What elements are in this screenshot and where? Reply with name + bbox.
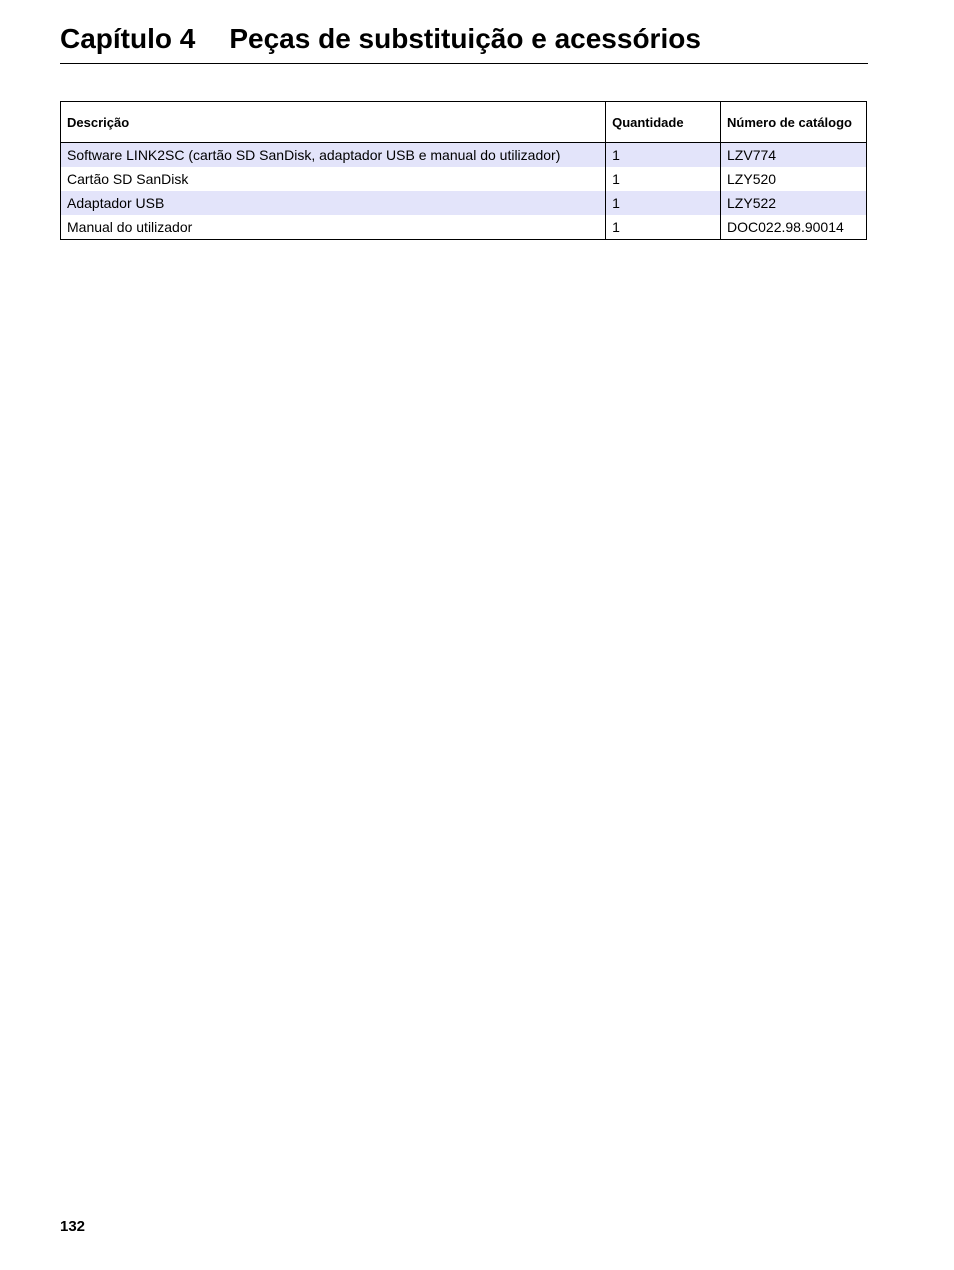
cell-catalog-number: DOC022.98.90014	[721, 215, 867, 240]
chapter-title	[60, 22, 701, 56]
parts-table	[60, 101, 867, 240]
cell-quantity: 1	[606, 167, 721, 191]
chapter-name: Peças de substituição e acessórios	[229, 23, 701, 54]
table-row	[61, 143, 867, 168]
cell-quantity: 1	[606, 215, 721, 240]
cell-catalog-number: LZY522	[721, 191, 867, 215]
cell-description: Software LINK2SC (cartão SD SanDisk, adaptador USB e manual do utilizador)	[61, 143, 606, 168]
cell-catalog-number: LZY520	[721, 167, 867, 191]
header-description: Descrição	[61, 102, 606, 143]
cell-description: Manual do utilizador	[61, 215, 606, 240]
header-quantity: Quantidade	[606, 102, 721, 143]
cell-description: Adaptador USB	[61, 191, 606, 215]
chapter-number: Capítulo 4	[60, 23, 196, 54]
chapter-header	[60, 18, 868, 64]
table-row	[61, 191, 867, 215]
header-catalog-number: Número de catálogo	[721, 102, 867, 143]
cell-quantity: 1	[606, 143, 721, 168]
cell-quantity: 1	[606, 191, 721, 215]
cell-description: Cartão SD SanDisk	[61, 167, 606, 191]
page-number: 132	[60, 1218, 86, 1235]
cell-catalog-number: LZV774	[721, 143, 867, 168]
table-header-row	[61, 102, 867, 143]
table-row	[61, 215, 867, 240]
table-row	[61, 167, 867, 191]
